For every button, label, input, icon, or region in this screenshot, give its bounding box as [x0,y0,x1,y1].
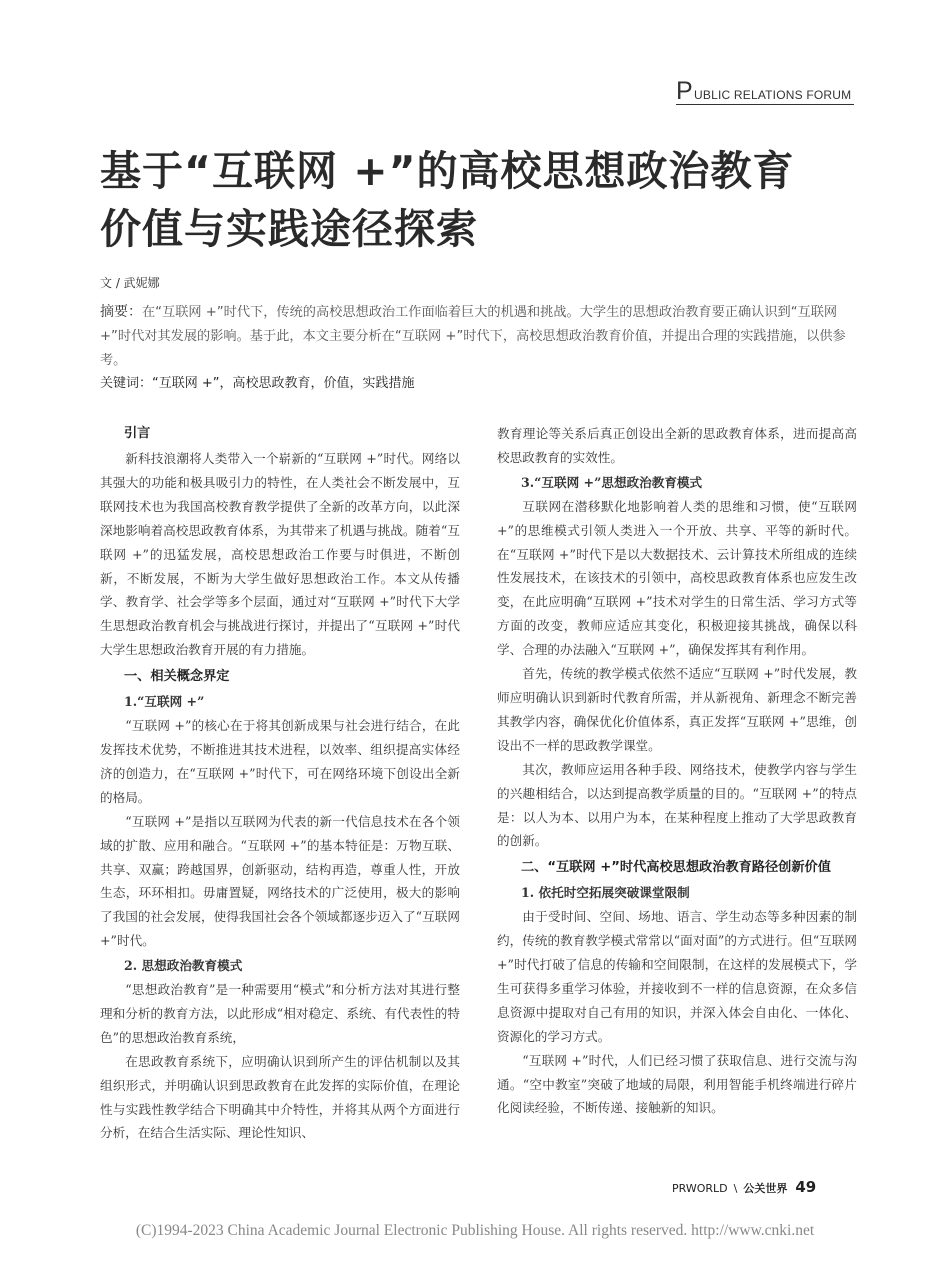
subsection-3-heading: 3.“互联网 +”思想政治教育模式 [521,474,703,490]
article-title [100,142,880,258]
section-2-paragraph-2: “互联网 +”时代，人们已经习惯了获取信息、进行交流与沟通。“空中教室”突破了地域的局限，利用智能手机终端进行碎片化阅读经验，不断传递、接触新的知识。 [497,1052,857,1116]
right-column [497,422,857,1120]
subsection-2-heading: 2. 思想政治教育模式 [124,958,243,974]
subsection-3-paragraph-3: 其次，教师应运用各种手段、网络技术，使教学内容与学生的兴趣相结合，以达到提高教学质量的目的。“互联网 +”的特点是：以人为本、以用户为本，在某种程度上推动了大学思政教育的创新。 [497,761,857,849]
page-footer [672,1178,816,1196]
abstract-text: 在“互联网 +”时代下，传统的高校思想政治工作面临着巨大的机遇和挑战。大学生的思想政治教育要正确认识到“互联网 +”时代对其发展的影响。基于此，本文主要分析在“互联网 +”时代下，高校思想政治教育价值，并提出合理的实践措施，以供参考。 [100,305,846,368]
intro-heading: 引言 [124,426,151,441]
footer-separator: \ [733,1182,738,1195]
section-2-heading: 二、“互联网 +”时代高校思想政治教育路径创新价值 [521,860,831,876]
brand-initial: P [676,77,693,105]
journal-name-cn: 公关世界 [743,1182,788,1195]
title-line-2: 价值与实践途径探索 [100,205,478,253]
journal-name-en: PRWORLD [672,1182,728,1195]
subsection-1-paragraph-1: “互联网 +”的核心在于将其创新成果与社会进行结合，在此发挥技术优势，不断推进其技术进程，以效率、组织提高实体经济的创造力，在“互联网 +”时代下，可在网络环境下创设出全新的格局。 [100,718,460,805]
subsection-1-paragraph-2: “互联网 +”是指以互联网为代表的新一代信息技术在各个领域的扩散、应用和融合。“互联网 +”的基本特征是：万物互联、共享、双赢；跨越国界，创新驱动，结构再造，尊重人性，开放生态，环环相扣。毋庸置疑，网络技术的广泛使用，极大的影响了我国的社会发展，使得我国社会各个领域都逐步迈入了“互联网 +”时代。 [100,813,460,949]
subsection-2-paragraph-1: “思想政治教育”是一种需要用“模式”和分析方法对其进行整理和分析的教育方法，以此形成“相对稳定、系统、有代表性的特色”的思想政治教育系统， [100,982,460,1045]
keywords: 关键词：“互联网 +”，高校思政教育，价值，实践措施 [100,376,415,391]
author-byline: 文 / 武妮娜 [100,276,160,290]
section-1-heading: 一、相关概念界定 [124,669,230,685]
continued-paragraph: 教育理论等关系后真正创设出全新的思政教育体系，进而提高高校思政教育的实效性。 [497,426,857,465]
page-number: 49 [795,1178,817,1196]
section-2-subsection-1-heading: 1. 依托时空拓展突破课堂限制 [521,885,690,901]
journal-header-brand [676,78,854,105]
intro-paragraph: 新科技浪潮将人类带入一个崭新的“互联网 +”时代。网络以其强大的功能和极具吸引力的特性，在人类社会不断发展中，互联网技术也为我国高校教育教学提供了全新的改革方向，以此深深地影响着高校思政教育体系，为其带来了机遇与挑战。随着“互联网 +”的迅猛发展，高校思想政治工作要与时俱进，不断创新，不断发展，不断为大学生做好思想政治工作。本文从传播学、教育学、社会学等多个层面，通过对“互联网 +”时代下大学生思想政治教育机会与挑战进行探讨，并提出了“互联网 +”时代大学生思想政治教育开展的有力措施。 [100,451,460,658]
subsection-1-heading: 1.“互联网 +” [124,694,205,710]
abstract [100,300,856,373]
left-column [100,422,460,1145]
section-2-paragraph-1: 由于受时间、空间、场地、语言、学生动态等多种因素的制约，传统的教育教学模式常常以“面对面”的方式进行。但“互联网 +”时代打破了信息的传输和空间限制，在这样的发展模式下，学生可获得多重学习体验，并接收到不一样的信息资源，在众多信息资源中提取对自己有用的知识，并深入体会自由化、一体化、资源化的学习方式。 [497,909,857,1044]
brand-rest: UBLIC RELATIONS FORUM [694,88,852,102]
title-line-1: 基于“互联网 +”的高校思想政治教育 [100,147,795,195]
subsection-3-paragraph-1: 互联网在潜移默化地影响着人类的思维和习惯，使“互联网 +”的思维模式引领人类进入一个开放、共享、平等的新时代。在“互联网 +”时代下是以大数据技术、云计算技术所组成的连续性发展技术，在该技术的引领中，高校思政教育体系也应发生改变，在此应明确“互联网 +”技术对学生的日常生活、学习方式等方面的改变，教师应适应其变化，积极迎接其挑战，确保以科学、合理的办法融入“互联网 +”，确保发挥其有利作用。 [497,498,857,658]
copyright-watermark: (C)1994-2023 China Academic Journal Electronic Publishing House. All rights reserved. http://www.cnki.net [135,1222,815,1239]
abstract-label: 摘要： [100,304,142,320]
subsection-3-paragraph-2: 首先，传统的教学模式依然不适应“互联网 +”时代发展，教师应明确认识到新时代教育所需，并从新视角、新理念不断完善其教学内容，确保优化价值体系，真正发挥“互联网 +”思维，创设出不一样的思政教学课堂。 [497,666,857,753]
subsection-2-paragraph-2: 在思政教育系统下，应明确认识到所产生的评估机制以及其组织形式，并明确认识到思政教育在此发挥的实际价值，在理论性与实践性教学结合下明确其中介特性，并将其从两个方面进行分析，在结合生活实际、理论性知识、 [100,1053,460,1141]
